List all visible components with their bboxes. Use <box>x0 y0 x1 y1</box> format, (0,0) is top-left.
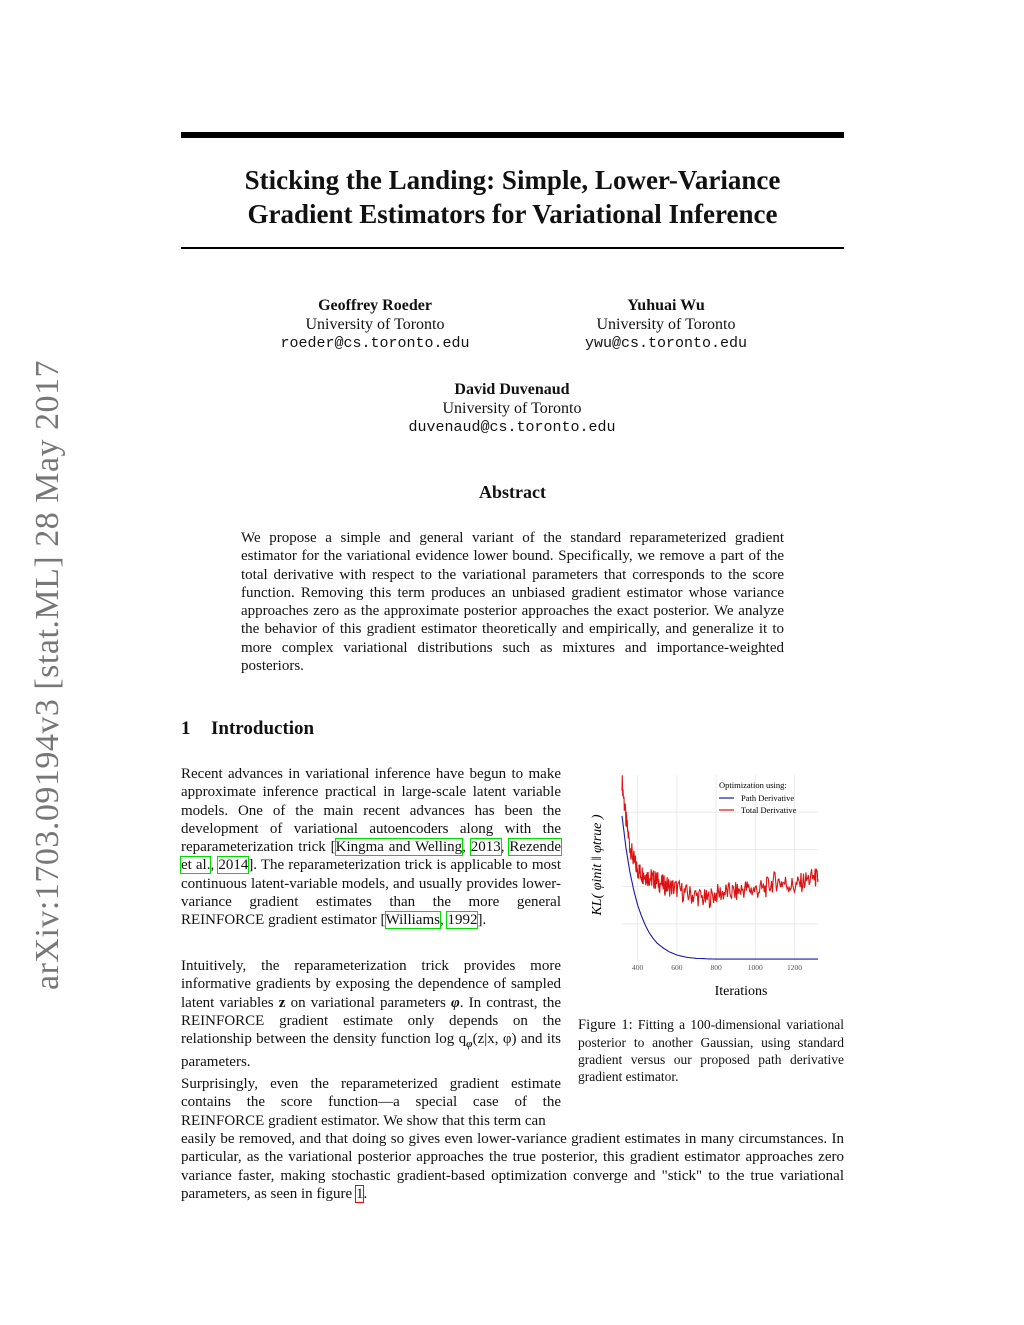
citation-link[interactable]: Rezende et al. <box>181 839 561 874</box>
citation-link[interactable]: Williams <box>385 912 440 929</box>
citation-link[interactable]: 2013 <box>470 839 501 856</box>
text-run: Intuitively, the reparameterization trick provides more informative gradients by exposing the dependence of sampled latent variables <box>181 958 561 1011</box>
author-affiliation: University of Toronto <box>442 400 582 417</box>
section-title: Introduction <box>211 718 315 739</box>
text-run: ]. <box>477 912 487 929</box>
x-tick-label: 1200 <box>786 963 802 972</box>
figure-1-chart <box>578 765 844 1010</box>
author-name: Yuhuai Wu <box>627 297 705 314</box>
legend <box>719 780 797 815</box>
section-number: 1 <box>181 718 191 739</box>
x-tick-label: 400 <box>632 963 644 972</box>
math-phi: φ <box>450 994 460 1011</box>
legend-title: Optimization using: <box>719 780 787 790</box>
text-run: Recent advances in variational inference have begun to make approximate inference practical in large-scale latent variable models. One of the main recent advances has been the development of variational autoencoders along with the reparameterization trick [ <box>181 766 561 856</box>
arxiv-side-banner <box>0 340 66 990</box>
math-sub-phi: φ <box>466 1038 473 1051</box>
intro-paragraph-3-start: Surprisingly, even the reparameterized gradient estimate contains the score function—a special case of the REINFORCE gradient estimator. We show that this term can <box>181 1076 561 1129</box>
legend-label-path: Path Derivative <box>741 793 795 803</box>
abstract-text: We propose a simple and general variant of the standard reparameterized gradient estimator for the variational evidence lower bound. Specifically, we remove a part of the total derivative with respect to the variational parameters that corresponds to the score function. Removing this term produces an unbiased gradient estimator whose variance approaches zero as the approximate posterior approaches the exact posterior. We analyze the behavior of this gradient estimator theoretically and empirically, and generalize it to more complex variational distributions such as mixtures and importance-weighted posteriors. <box>241 530 784 675</box>
intro-paragraph-3-end <box>181 1130 844 1203</box>
title-bottom-rule <box>181 247 844 249</box>
text-run: , <box>210 857 219 874</box>
text-run: . <box>363 1185 368 1202</box>
author-affiliation: University of Toronto <box>596 316 736 333</box>
text-run: on variational parameters <box>285 994 451 1011</box>
text-run: , <box>462 839 471 856</box>
x-tick-label: 1000 <box>747 963 763 972</box>
author-name: Geoffrey Roeder <box>318 297 432 314</box>
title-top-rule <box>181 132 844 138</box>
text-run: . In contrast, the REINFORCE gradient estimate only depends on the relationship between the density function <box>181 994 561 1048</box>
author-name: David Duvenaud <box>454 381 570 398</box>
math-log-q: log q <box>435 1031 467 1048</box>
figure-label: Figure 1: <box>578 1017 633 1033</box>
author-email: ywu@cs.toronto.edu <box>584 335 748 352</box>
title-line-2: Gradient Estimators for Variational Inference <box>247 199 778 229</box>
author-affiliation: University of Toronto <box>305 316 445 333</box>
x-tick-label: 800 <box>710 963 722 972</box>
figure-caption-text: Fitting a 100-dimensional variational posterior to another Gaussian, using standard gradient versus our proposed path derivative gradient estimator. <box>578 1017 845 1084</box>
text-run: easily be removed, and that doing so gives even lower-variance gradient estimates in many circumstances. In particular, as the variational posterior approaches the true posterior, this gradient estimator approaches zero variance faster, making stochastic gradient-based optimization converge and "stick" to the true variational parameters, as seen in figure <box>181 1131 844 1202</box>
paper-title <box>181 163 844 231</box>
author-email: roeder@cs.toronto.edu <box>280 335 470 352</box>
intro-paragraph-2 <box>181 957 561 1072</box>
intro-paragraph-1 <box>181 765 561 930</box>
figure-1-caption <box>578 1016 844 1085</box>
figure-reference-link[interactable]: 1 <box>355 1185 364 1202</box>
author-email: duvenaud@cs.toronto.edu <box>408 419 616 436</box>
section-heading <box>181 718 314 740</box>
math-z: z <box>278 994 286 1011</box>
author-block <box>362 380 662 437</box>
title-line-1: Sticking the Landing: Simple, Lower-Variance <box>244 165 781 195</box>
text-run: and its parameters. <box>181 1031 562 1071</box>
text-run: , <box>439 912 448 929</box>
citation-link[interactable]: 1992 <box>447 912 478 929</box>
legend-label-total: Total Derivative <box>741 805 797 815</box>
abstract-heading: Abstract <box>479 482 546 502</box>
x-ticks <box>632 963 802 972</box>
text-run: , <box>500 839 510 856</box>
y-axis-label: KL( φinit ‖ φtrue ) <box>590 814 605 916</box>
citation-link[interactable]: Kingma and Welling <box>335 839 463 856</box>
math-args: (z|x, φ) <box>472 1031 517 1048</box>
author-block <box>225 296 525 353</box>
text-run: ]. The reparameterization trick is applicable to most continuous latent-variable models, and usually provides lower-variance gradient estimates than the more general REINFORCE gradient estimator [ <box>181 857 562 929</box>
arxiv-id-text: arXiv:1703.09194v3 [stat.ML] 28 May 2017 <box>29 359 66 990</box>
x-axis-label: Iterations <box>714 984 768 999</box>
x-tick-label: 600 <box>671 963 683 972</box>
author-block <box>516 296 816 353</box>
citation-link[interactable]: 2014 <box>218 857 249 874</box>
